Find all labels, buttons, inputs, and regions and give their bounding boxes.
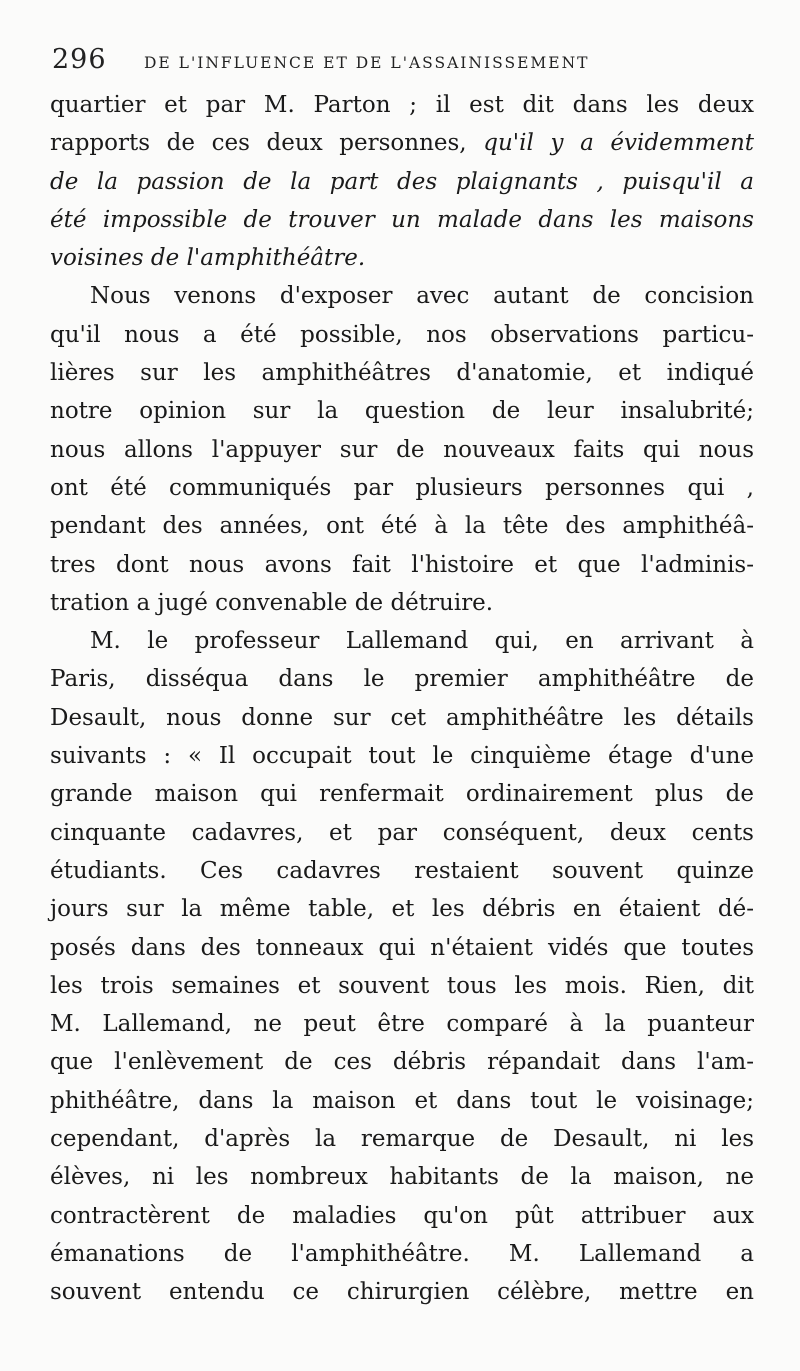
- text-line: lières sur les amphithéâtres d'anatomie, et indiqué: [50, 360, 754, 387]
- text-line: été impossible de trouver un malade dans les maisons: [50, 206, 754, 233]
- text-line: étudiants. Ces cadavres restaient souvent quinze: [50, 857, 754, 884]
- text-line: pendant des années, ont été à la tête des amphithéâ-: [50, 513, 754, 540]
- text-line: de la passion de la part des plaignants , puisqu'il a: [50, 168, 754, 195]
- text-line: phithéâtre, dans la maison et dans tout le voisinage;: [50, 1087, 754, 1114]
- text-line: jours sur la même table, et les débris en étaient dé-: [50, 896, 754, 923]
- text-line: posés dans des tonneaux qui n'étaient vidés que toutes: [50, 934, 754, 961]
- running-title: DE L'INFLUENCE ET DE L'ASSAINISSEMENT: [144, 54, 590, 72]
- text-line: suivants : « Il occupait tout le cinquième étage d'une: [50, 743, 754, 770]
- paragraph-first-line: M. le professeur Lallemand qui, en arrivant à: [90, 628, 754, 655]
- body-text: [50, 86, 754, 1312]
- text-line: contractèrent de maladies qu'on pût attribuer aux: [50, 1202, 754, 1229]
- text-line: élèves, ni les nombreux habitants de la maison, ne: [50, 1164, 754, 1191]
- text-line: quartier et par M. Parton ; il est dit dans les deux: [50, 92, 754, 118]
- text-line: tration a jugé convenable de détruire.: [50, 589, 494, 616]
- text-line: Paris, disséqua dans le premier amphithéâtre de: [50, 666, 754, 693]
- text-line: ont été communiqués par plusieurs personnes qui ,: [50, 474, 754, 501]
- text-line: émanations de l'amphithéâtre. M. Lallemand a: [50, 1240, 754, 1267]
- text-line: tres dont nous avons fait l'histoire et que l'adminis-: [50, 551, 754, 578]
- page-number: 296: [52, 44, 107, 75]
- text-line: [50, 124, 754, 162]
- paragraph-first-line: Nous venons d'exposer avec autant de concision: [90, 283, 754, 310]
- text-line: grande maison qui renfermait ordinairement plus de: [50, 781, 754, 808]
- text-line: voisines de l'amphithéâtre.: [50, 245, 366, 272]
- text-line: cinquante cadavres, et par conséquent, deux cents: [50, 819, 754, 846]
- text-line: M. Lallemand, ne peut être comparé à la puanteur: [50, 1011, 754, 1038]
- text-line: cependant, d'après la remarque de Desault, ni les: [50, 1126, 754, 1153]
- text-line: Desault, nous donne sur cet amphithéâtre les détails: [50, 704, 754, 731]
- text-line: les trois semaines et souvent tous les mois. Rien, dit: [50, 972, 754, 999]
- text-line: nous allons l'appuyer sur de nouveaux faits qui nous: [50, 436, 754, 463]
- italic-text-segment: qu'il y a évidemment: [483, 130, 755, 157]
- text-segment: rapports de ces deux personnes,: [50, 130, 467, 157]
- text-line: que l'enlèvement de ces débris répandait dans l'am-: [50, 1049, 754, 1076]
- text-line: souvent entendu ce chirurgien célèbre, mettre en: [50, 1279, 754, 1306]
- text-line: notre opinion sur la question de leur insalubrité;: [50, 398, 754, 425]
- text-line: qu'il nous a été possible, nos observations particu-: [50, 321, 754, 348]
- running-header: [52, 44, 752, 75]
